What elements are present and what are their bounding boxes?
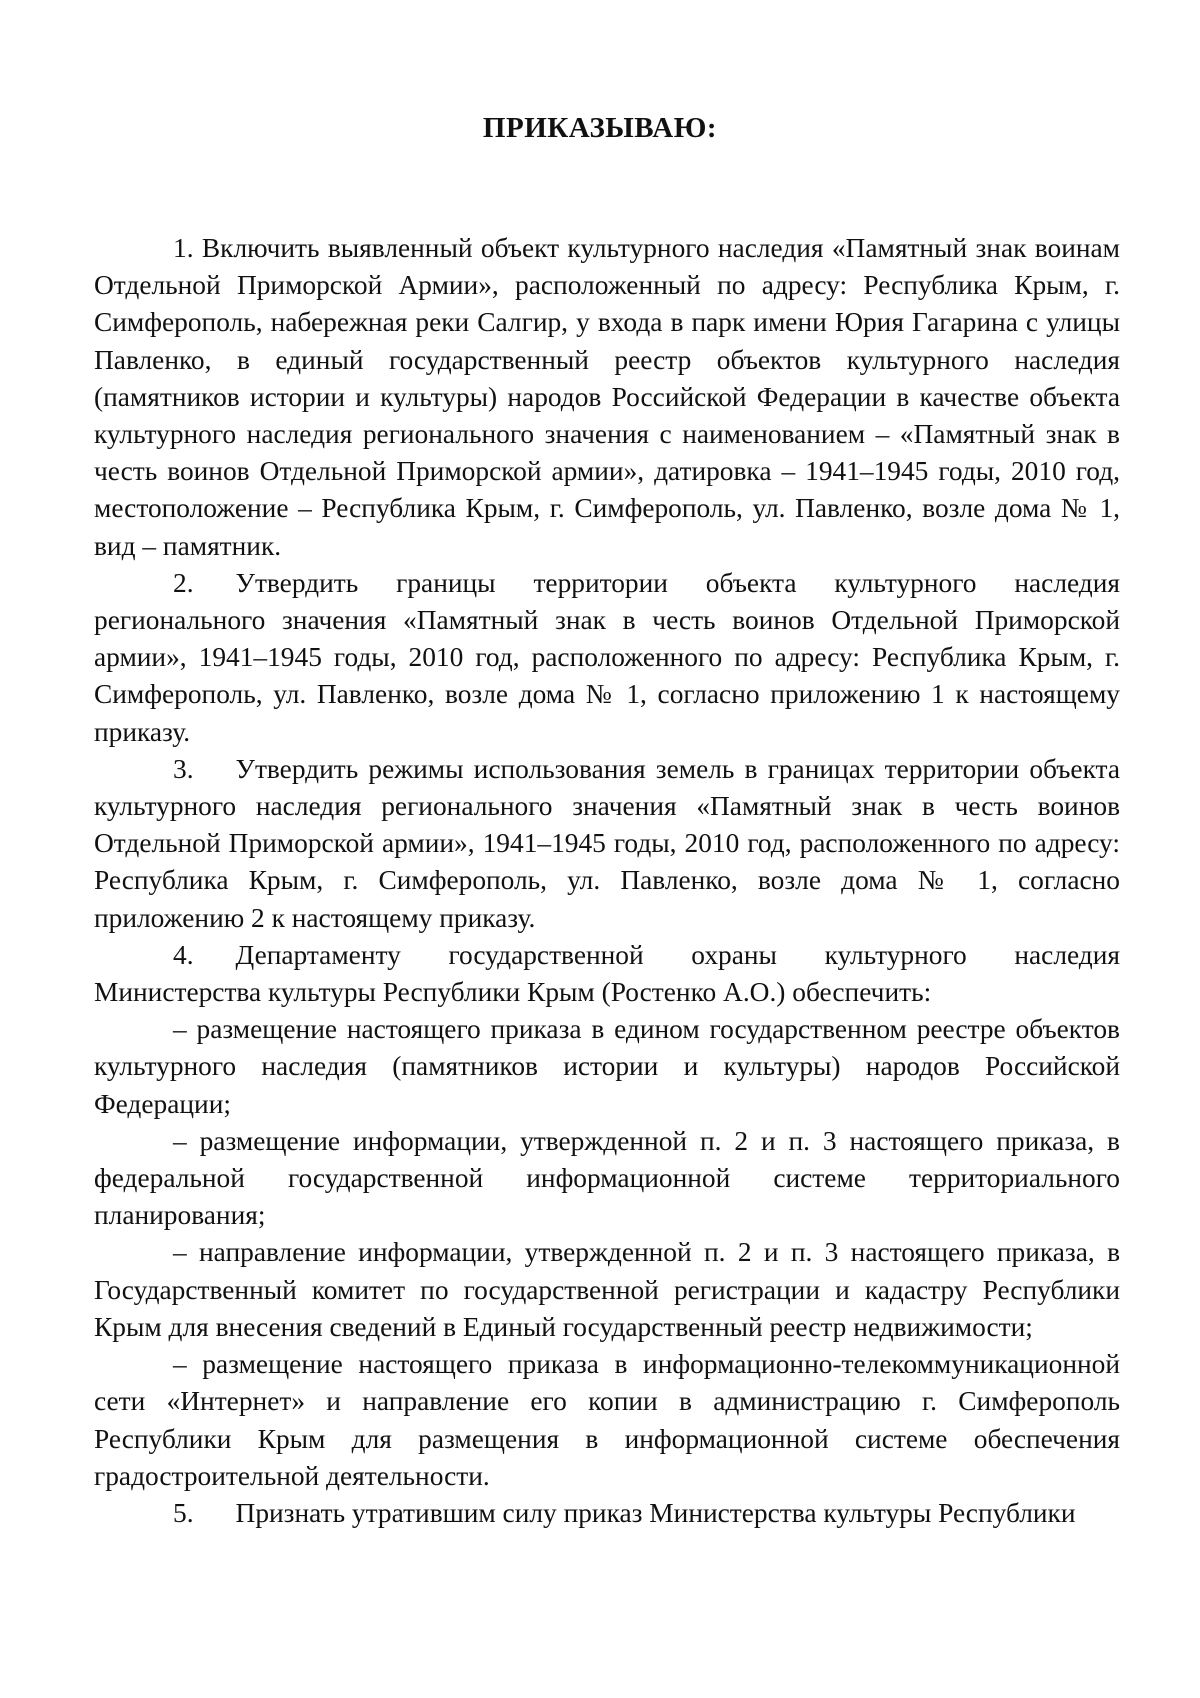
- paragraph-5-number: 5.: [173, 1497, 194, 1528]
- order-heading: ПРИКАЗЫВАЮ:: [482, 112, 718, 144]
- paragraph-2-text: Утвердить границы территории объекта культурного наследия регионального значения «Памятный знак в честь воинов Отдельной Приморской армии», 1941–1945 годы, 2010 год, расположенного по адресу: Республика Крым, г. Симферополь, ул. Павленко, возле дома № 1, согласно приложению 1 к настоящему приказу.: [94, 567, 1120, 747]
- paragraph-3-text: Утвердить режимы использования земель в границах территории объекта культурного наследия регионального значения «Памятный знак в честь воинов Отдельной Приморской армии», 1941–1945 годы, 2010 год, расположенного по адресу: Республика Крым, г. Симферополь, ул. Павленко, возле дома № 1, согласно приложению 2 к настоящему приказу.: [94, 753, 1120, 933]
- paragraph-5: [94, 1495, 1120, 1532]
- order-body: [94, 230, 1120, 1532]
- dash-item-publication-registry: – размещение настоящего приказа в едином государственном реестре объектов культурного наследия (памятников истории и культуры) народов Российской Федерации;: [94, 1014, 1120, 1119]
- dash-item-state-committee: – направление информации, утвержденной п. 2 и п. 3 настоящего приказа, в Государственный комитет по государственной регистрации и кадастру Республики Крым для внесения сведений в Единый государственный реестр недвижимости;: [94, 1237, 1120, 1342]
- dash-item-federal-system: – размещение информации, утвержденной п. 2 и п. 3 настоящего приказа, в федеральной государственной информационной системе территориального планирования;: [94, 1125, 1120, 1231]
- paragraph-1-number: 1.: [173, 233, 194, 263]
- paragraph-1: [94, 230, 1120, 565]
- paragraph-4: [94, 937, 1120, 1011]
- paragraph-4-number: 4.: [173, 939, 194, 970]
- paragraph-2: [94, 565, 1120, 751]
- dash-item-internet-publication: – размещение настоящего приказа в информационно-телекоммуникационной сети «Интернет» и направление его копии в администрацию г. Симферополь Республики Крым для размещения в информационной системе обеспечения градостроительной деятельности.: [94, 1349, 1120, 1491]
- paragraph-1-text: Включить выявленный объект культурного наследия «Памятный знак воинам Отдельной Приморской Армии», расположенный по адресу: Республика Крым, г. Симферополь, набережная реки Салгир, у входа в парк имени Юрия Гагарина с улицы Павленко, в единый государственный реестр объектов культурного наследия (памятников истории и культуры) народов Российской Федерации в качестве объекта культурного наследия регионального значения с наименованием – «Памятный знак в честь воинов Отдельной Приморской армии», датировка – 1941–1945 годы, 2010 год, местоположение – Республика Крым, г. Симферополь, ул. Павленко, возле дома № 1, вид – памятник.: [94, 233, 1120, 561]
- paragraph-3: [94, 751, 1120, 937]
- paragraph-3-number: 3.: [173, 753, 194, 784]
- paragraph-5-text: Признать утратившим силу приказ Министерства культуры Республики: [235, 1497, 1076, 1528]
- paragraph-2-number: 2.: [173, 567, 194, 598]
- paragraph-4-text: Департаменту государственной охраны культурного наследия Министерства культуры Республики Крым (Ростенко А.О.) обеспечить:: [94, 939, 1120, 1008]
